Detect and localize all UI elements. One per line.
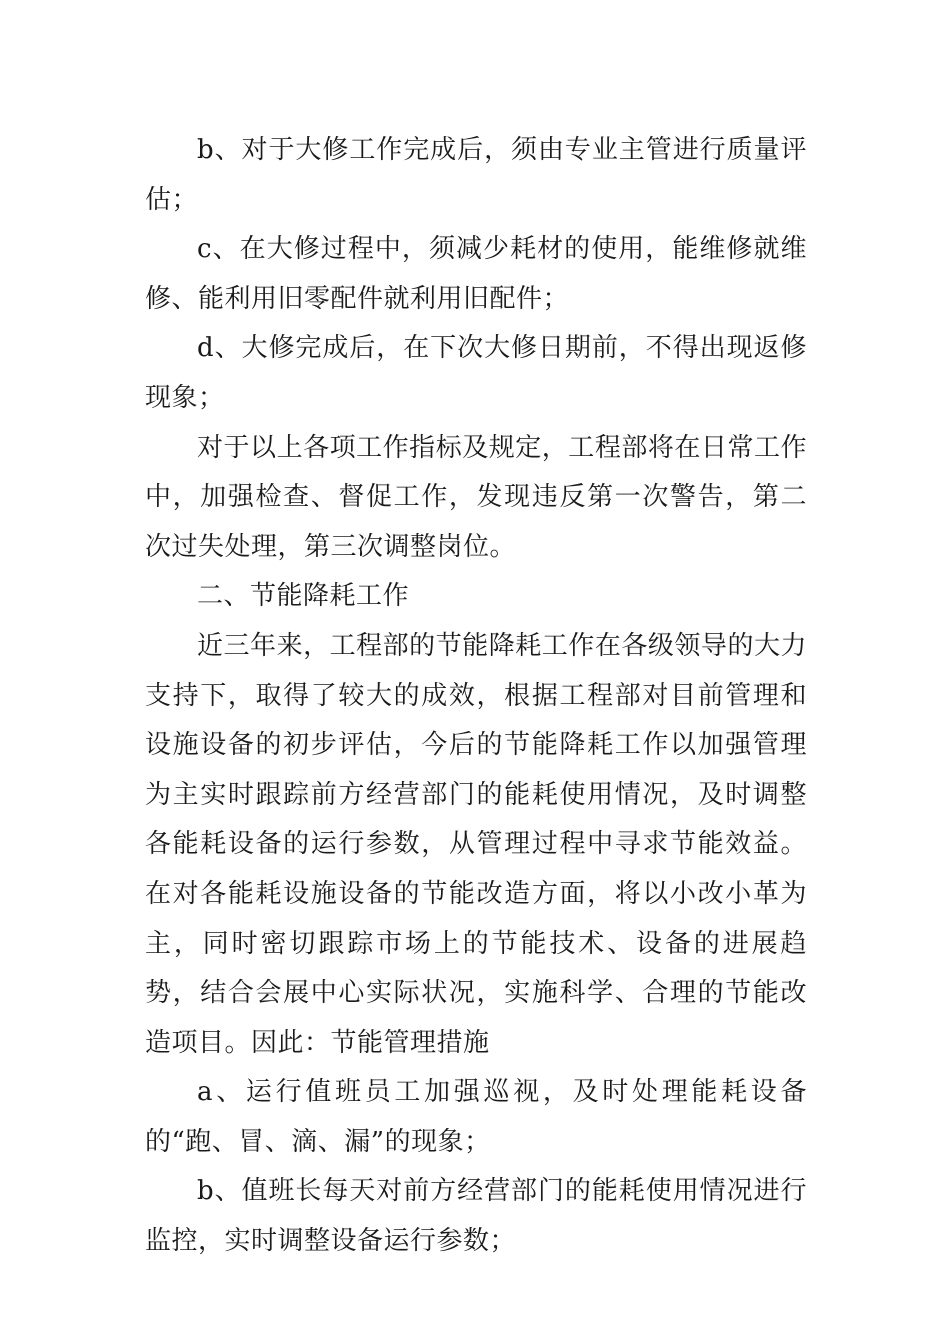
paragraph-overhaul-no-rework: d、大修完成后，在下次大修日期前，不得出现返修现象； xyxy=(145,333,807,413)
document-body xyxy=(145,126,807,1267)
section-heading-energy-saving: 二、节能降耗工作 xyxy=(197,581,410,612)
paragraph-energy-saving-summary: 近三年来，工程部的节能降耗工作在各级领导的大力支持下，取得了较大的成效，根据工程部对目前管理和设施设备的初步评估，今后的节能降耗工作以加强管理为主实时跟踪前方经营部门的能耗使用情况，及时调整各能耗设备的运行参数，从管理过程中寻求节能效益。在对各能耗设施设备的节能改造方面，将以小改小革为主，同时密切跟踪市场上的节能技术、设备的进展趋势，结合会展中心实际状况，实施科学、合理的节能改造项目。因此：节能管理措施 xyxy=(145,630,807,1058)
paragraph-overhaul-quality: b、对于大修工作完成后，须由专业主管进行质量评估； xyxy=(145,135,807,215)
paragraph-inspection-rules: 对于以上各项工作指标及规定，工程部将在日常工作中，加强检查、督促工作，发现违反第一次警告，第二次过失处理，第三次调整岗位。 xyxy=(145,432,807,562)
paragraph-monitoring-measure: b、值班长每天对前方经营部门的能耗使用情况进行监控，实时调整设备运行参数； xyxy=(145,1176,807,1257)
paragraph-overhaul-materials: c、在大修过程中，须减少耗材的使用，能维修就维修、能利用旧零配件就利用旧配件； xyxy=(145,234,807,314)
paragraph-patrol-measure: a、运行值班员工加强巡视，及时处理能耗设备的“跑、冒、滴、漏”的现象； xyxy=(145,1077,807,1157)
